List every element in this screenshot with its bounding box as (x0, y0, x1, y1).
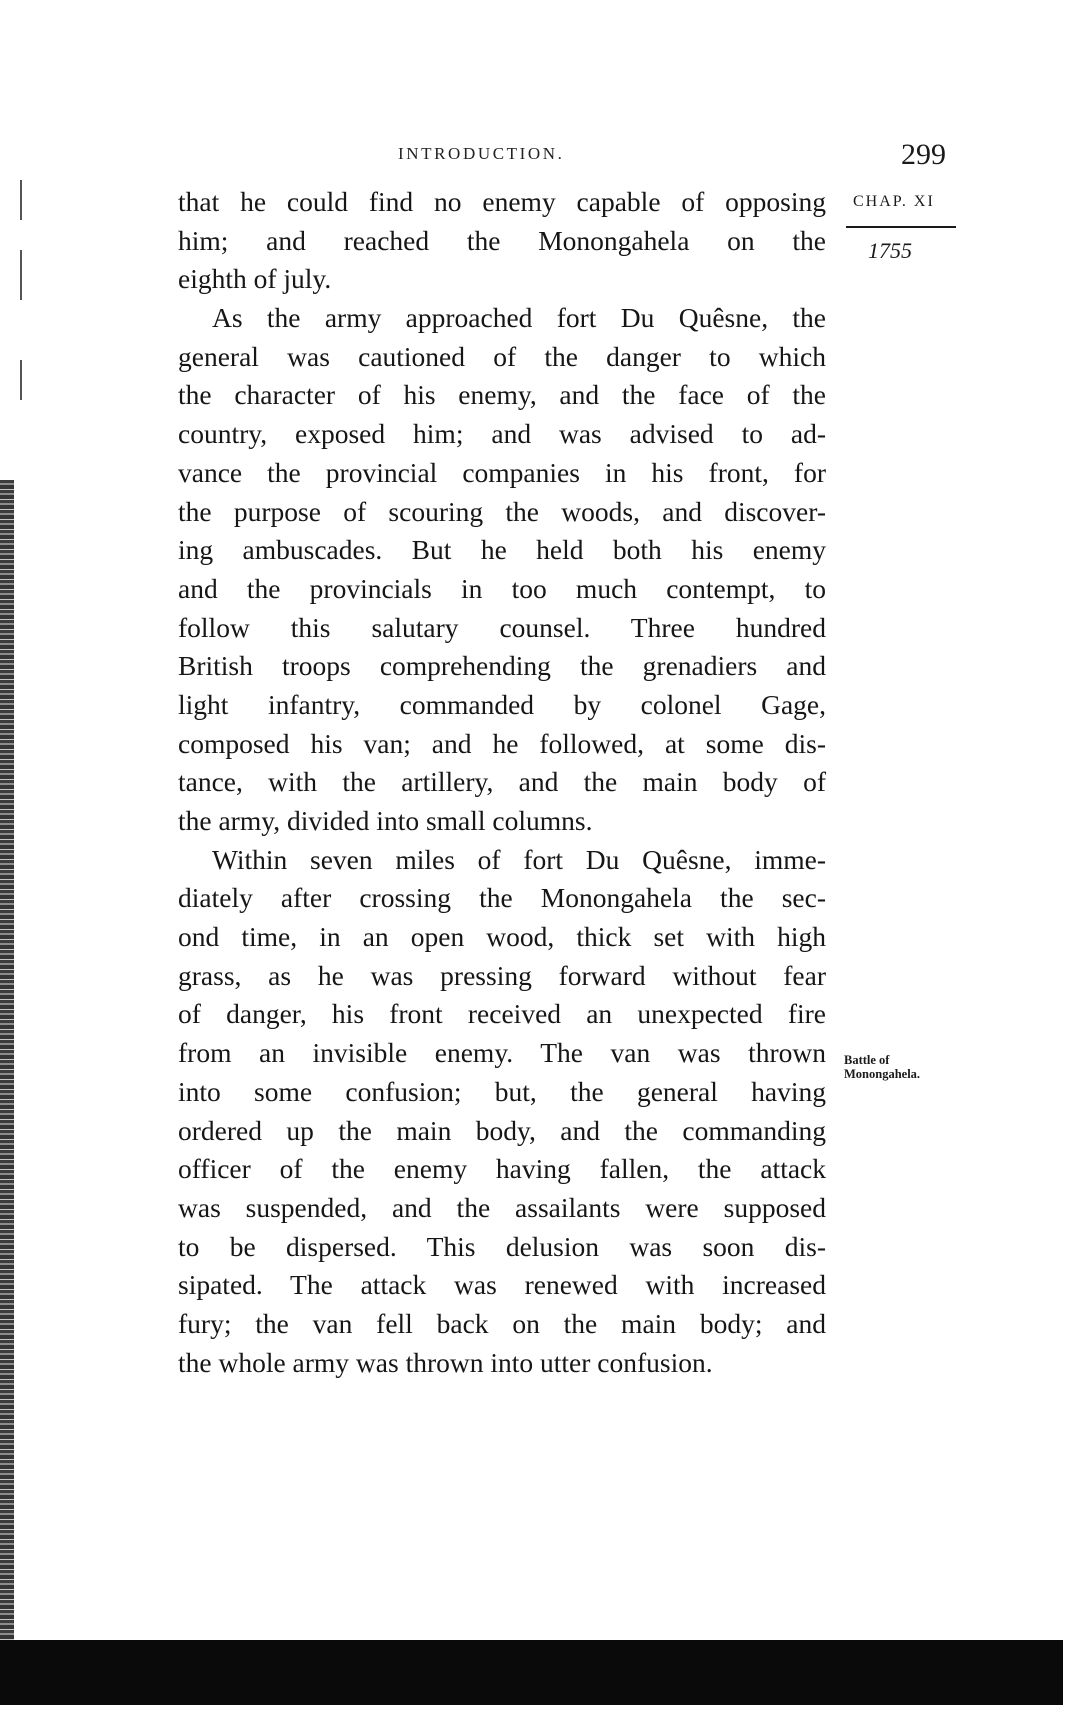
text-line: British troops comprehending the grenadiers and (178, 650, 826, 682)
text-line: tance, with the artillery, and the main body of (178, 766, 826, 798)
text-line: fury; the van fell back on the main body; and (178, 1307, 826, 1339)
text-line: the army, divided into small columns. (178, 805, 593, 836)
text-line: general was cautioned of the danger to which (178, 340, 826, 372)
text-line: to be dispersed. This delusion was soon dis- (178, 1230, 826, 1262)
year-label: 1755 (868, 238, 912, 263)
chapter-rule (846, 226, 956, 228)
text-line: vance the provincial companies in his front, for (178, 456, 826, 488)
text-line: the purpose of scouring the woods, and discover- (178, 495, 826, 527)
text-line: sipated. The attack was renewed with increased (178, 1269, 826, 1301)
text-line: and the provincials in too much contempt, to (178, 572, 826, 604)
marginal-note-line: Battle of (844, 1053, 890, 1067)
text-line: Within seven miles of fort Du Quêsne, imme- (212, 843, 826, 875)
running-head: INTRODUCTION. (398, 144, 565, 163)
text-line: of danger, his front received an unexpected fire (178, 998, 826, 1030)
text-line: into some confusion; but, the general having (178, 1075, 826, 1107)
text-line: him; and reached the Monongahela on the (178, 224, 826, 256)
text-line: the character of his enemy, and the face of the (178, 379, 826, 411)
scan-bottom-shadow (0, 1640, 1063, 1705)
text-line: officer of the enemy having fallen, the attack (178, 1153, 826, 1185)
text-line: light infantry, commanded by colonel Gage, (178, 688, 826, 720)
text-line: country, exposed him; and was advised to ad- (178, 418, 826, 450)
text-line: eighth of july. (178, 263, 332, 295)
text-line: composed his van; and he followed, at some dis- (178, 727, 826, 759)
marginal-note (844, 1053, 920, 1081)
text-line: from an invisible enemy. The van was thrown (178, 1037, 826, 1069)
text-line: that he could find no enemy capable of opposing (178, 186, 826, 217)
scan-edge-mark (20, 250, 22, 300)
page-number: 299 (901, 138, 946, 171)
scan-edge-mark (20, 360, 22, 400)
text-line: the whole army was thrown into utter confusion. (178, 1346, 713, 1378)
text-line: follow this salutary counsel. Three hundred (178, 611, 826, 643)
text-line: As the army approached fort Du Quêsne, the (212, 302, 826, 334)
scan-edge-mark (20, 180, 22, 220)
scanned-binding-edge (0, 480, 14, 1640)
text-line: grass, as he was pressing forward without fear (178, 959, 826, 991)
body-text (178, 183, 826, 1382)
text-line: diately after crossing the Monongahela the sec- (178, 882, 826, 914)
text-line: ordered up the main body, and the commanding (178, 1114, 826, 1146)
chapter-label: CHAP. XI (853, 193, 935, 210)
text-line: ond time, in an open wood, thick set with high (178, 921, 826, 953)
text-line: ing ambuscades. But he held both his enemy (178, 534, 826, 566)
text-line: was suspended, and the assailants were supposed (178, 1191, 826, 1223)
marginal-note-line: Monongahela. (844, 1067, 921, 1081)
